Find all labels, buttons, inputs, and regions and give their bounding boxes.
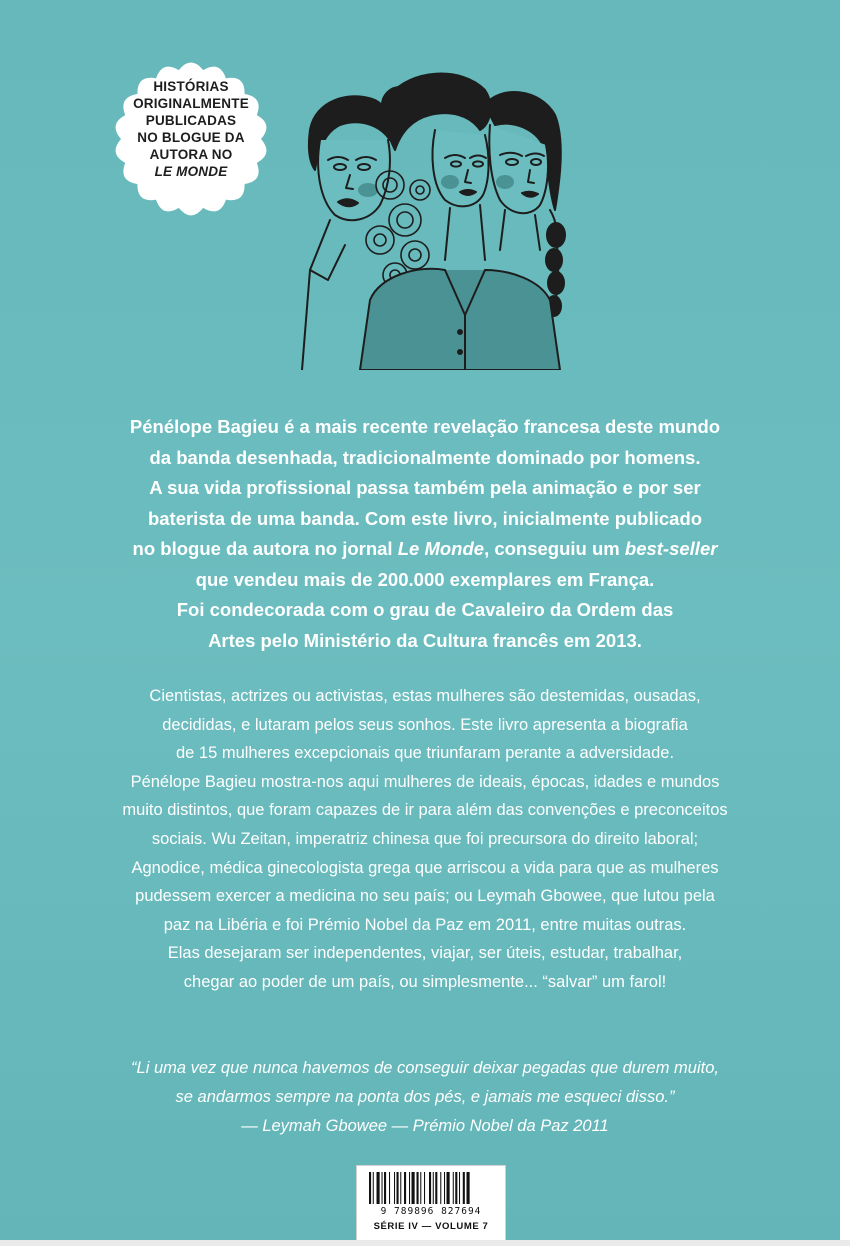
- three-women-illustration-icon: [300, 70, 575, 370]
- bio-line: Artes pelo Ministério da Cultura francês em 2013.: [208, 629, 642, 651]
- le-monde-title: Le Monde: [397, 538, 485, 559]
- description-line: sociais. Wu Zeitan, imperatriz chinesa que foi precursora do direito laboral;: [151, 829, 699, 848]
- quote-block: [60, 1054, 790, 1141]
- description-line: de 15 mulheres excepcionais que triunfaram perante a adversidade.: [175, 744, 675, 763]
- bio-line: baterista de uma banda. Com este livro, inicialmente publicado: [147, 507, 703, 529]
- page-edge-bottom: [0, 1240, 850, 1246]
- badge-line: PUBLICADAS: [145, 113, 237, 128]
- series-volume: SÉRIE IV — VOLUME 7: [373, 1221, 489, 1232]
- description-line: Pénélope Bagieu mostra-nos aqui mulheres de ideais, épocas, idades e mundos: [130, 772, 720, 791]
- bio-line: que vendeu mais de 200.000 exemplares em França.: [195, 568, 655, 590]
- page-edge: [840, 0, 850, 1246]
- description-line: Agnodice, médica ginecologista grega que arriscou a vida para que as mulheres: [131, 858, 719, 877]
- isbn-number: 9 789896 827694: [380, 1206, 482, 1217]
- bio-line: A sua vida profissional passa também pela animação e por ser: [149, 477, 701, 498]
- description-line: chegar ao poder de um país, ou simplesmente... “salvar” um farol!: [183, 972, 667, 991]
- description-line: pudessem exercer a medicina no seu país; ou Leymah Gbowee, que lutou pela: [135, 887, 715, 906]
- bio-line: Foi condecorada com o grau de Cavaleiro da Ordem das: [176, 599, 674, 620]
- bio-fragment: no blogue da autora no jornal: [132, 538, 398, 559]
- origin-badge: [112, 60, 270, 218]
- description-line: muito distintos, que foram capazes de ir para além das convenções e preconceitos: [122, 801, 728, 820]
- badge-line: ORIGINALMENTE: [133, 96, 249, 111]
- description-line: Cientistas, actrizes ou activistas, estas mulheres são destemidas, ousadas,: [149, 687, 701, 705]
- barcode-icon: [363, 1172, 499, 1206]
- quote-line: “Li uma vez que nunca havemos de conseguir deixar pegadas que durem muito,: [131, 1059, 719, 1077]
- book-description: [60, 682, 790, 997]
- bio-fragment: , conseguiu um: [484, 538, 625, 559]
- author-bio: [80, 412, 770, 656]
- quote-line: se andarmos sempre na ponta dos pés, e jamais me esqueci disso.”: [175, 1088, 675, 1106]
- description-line: Elas desejaram ser independentes, viajar, ser úteis, estudar, trabalhar,: [167, 944, 683, 963]
- bio-line: da banda desenhada, tradicionalmente dominado por homens.: [149, 446, 701, 468]
- barcode-box: [356, 1165, 506, 1243]
- badge-line-le-monde: LE MONDE: [154, 164, 228, 179]
- best-seller-term: best-seller: [624, 538, 718, 559]
- quote-attribution: — Leymah Gbowee — Prémio Nobel da Paz 2011: [241, 1117, 609, 1135]
- badge-line: AUTORA NO: [149, 147, 233, 162]
- badge-line: NO BLOGUE DA: [137, 130, 245, 145]
- bio-line: Pénélope Bagieu é a mais recente revelação francesa deste mundo: [129, 416, 721, 437]
- description-line: paz na Libéria e foi Prémio Nobel da Paz em 2011, entre muitas outras.: [163, 915, 687, 934]
- badge-line: HISTÓRIAS: [153, 79, 229, 94]
- description-line: decididas, e lutaram pelos seus sonhos. Este livro apresenta a biografia: [162, 715, 688, 734]
- badge-text: [112, 78, 270, 180]
- bio-line: [80, 534, 770, 565]
